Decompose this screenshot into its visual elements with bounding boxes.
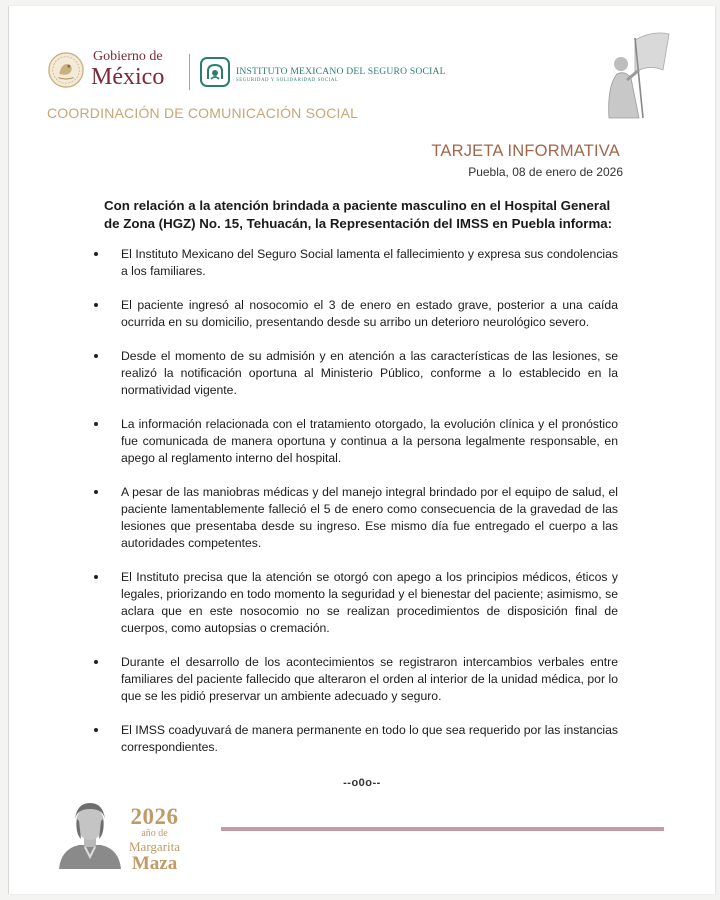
header-divider — [189, 54, 190, 90]
margarita-maza-portrait-icon — [51, 799, 129, 869]
list-item — [121, 416, 618, 467]
list-item — [121, 484, 618, 552]
closing-mark: --o0o-- — [343, 777, 381, 789]
bullet-text: A pesar de las maniobras médicas y del manejo integral brindado por el equipo de salud, el paciente lamentablemente falleció el 5 de enero como consecuencia de la gravedad de las lesiones que presentaba desde su ingreso. Ese mismo día fue entregado el cuerpo a las autoridades competentes. — [121, 485, 618, 550]
document-page — [8, 6, 715, 894]
list-item — [121, 654, 618, 705]
year-name-first: Margarita — [129, 839, 181, 854]
imss-text-block — [236, 66, 446, 83]
bullet-dot-icon — [94, 490, 98, 494]
document-type-title: TARJETA INFORMATIVA — [431, 142, 620, 160]
list-item — [121, 246, 618, 280]
year-prefix: año de — [141, 828, 168, 839]
bullet-list — [121, 246, 618, 773]
flag-figure-icon — [595, 30, 671, 120]
list-item — [121, 569, 618, 637]
bullet-dot-icon — [94, 575, 98, 579]
year-emblem — [129, 805, 180, 873]
bullet-text: El IMSS coadyuvará de manera permanente en todo lo que sea requerido por las instancias correspondientes. — [121, 723, 618, 754]
bullet-text: Desde el momento de su admisión y en atención a las características de las lesiones, se realizó la notificación oportuna al Ministerio Público, conforme a lo establecido en la normatividad vigente. — [121, 349, 618, 397]
bullet-dot-icon — [94, 252, 98, 256]
coordinacion-heading: COORDINACIÓN DE COMUNICACIÓN SOCIAL — [47, 105, 359, 121]
bullet-dot-icon — [94, 303, 98, 307]
lead-paragraph: Con relación a la atención brindada a paciente masculino en el Hospital General de Zona (HGZ) No. 15, Tehuacán, la Representación del IMSS en Puebla informa: — [104, 198, 613, 231]
imss-name: INSTITUTO MEXICANO DEL SEGURO SOCIAL — [236, 66, 446, 77]
gobierno-small-text: Gobierno de — [93, 49, 163, 64]
bullet-text: El Instituto Mexicano del Seguro Social lamenta el fallecimiento y expresa sus condolencias a los familiares. — [121, 247, 618, 278]
year-number: 2026 — [130, 804, 179, 829]
mexico-seal-icon — [47, 51, 85, 89]
bullet-dot-icon — [94, 728, 98, 732]
imss-logo-icon — [200, 57, 230, 87]
document-date: Puebla, 08 de enero de 2026 — [468, 165, 623, 179]
year-name-last: Maza — [131, 853, 178, 874]
gobierno-big-text: México — [91, 64, 165, 90]
gobierno-logo — [47, 50, 164, 89]
footer-divider — [221, 827, 664, 831]
bullet-dot-icon — [94, 354, 98, 358]
bullet-dot-icon — [94, 660, 98, 664]
list-item — [121, 348, 618, 399]
list-item — [121, 722, 618, 756]
list-item — [121, 297, 618, 331]
bullet-text: La información relacionada con el tratamiento otorgado, la evolución clínica y el pronóstico fue comunicada de manera oportuna y continua a la persona legalmente responsable, en apego al reglamento interno del hospital. — [121, 417, 618, 465]
bullet-text: El Instituto precisa que la atención se otorgó con apego a los principios médicos, éticos y legales, priorizando en todo momento la seguridad y el bienestar del paciente; asimismo, se aclara que en este nosocomio no se realizan procedimientos de disposición final de cuerpos, como autopsias o cremación. — [121, 570, 618, 635]
bullet-text: Durante el desarrollo de los acontecimientos se registraron intercambios verbales entre familiares del paciente fallecido que alteraron el orden al interior de la unidad médica, por lo que se les pidió preservar un ambiente adecuado y seguro. — [121, 655, 618, 703]
bullet-dot-icon — [94, 422, 98, 426]
imss-subtitle: SEGURIDAD Y SOLIDARIDAD SOCIAL — [236, 78, 339, 83]
bullet-text: El paciente ingresó al nosocomio el 3 de enero en estado grave, posterior a una caída ocurrida en su domicilio, presentando desde su arribo un deterioro neurológico severo. — [121, 298, 618, 329]
